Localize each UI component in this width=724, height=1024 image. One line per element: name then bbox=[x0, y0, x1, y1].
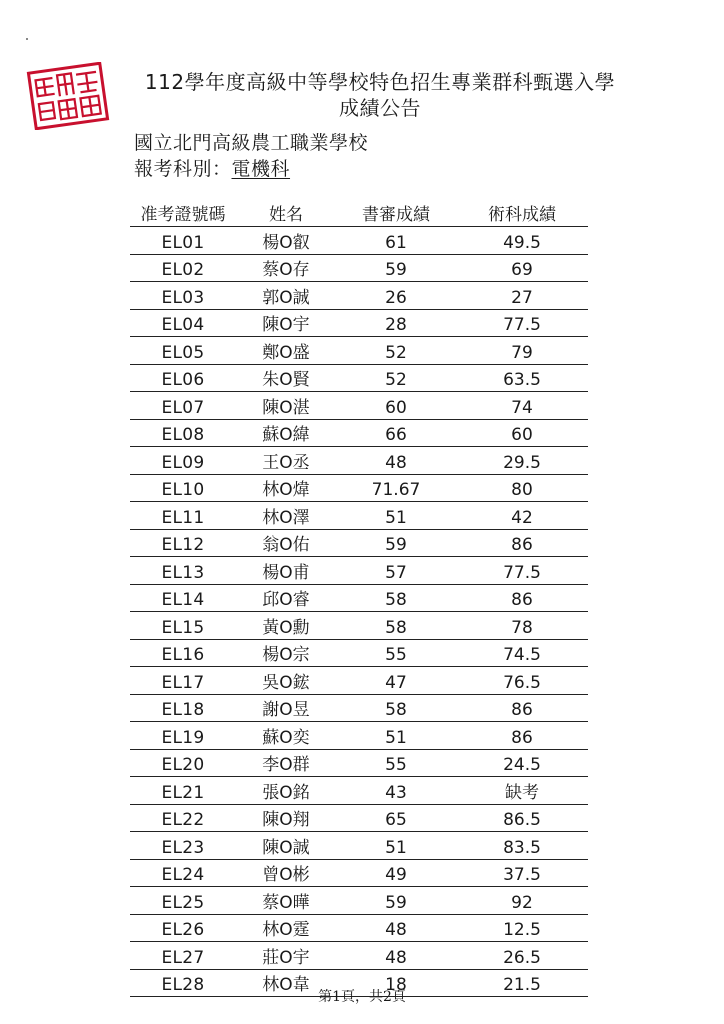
name-cell: 蔡O曄 bbox=[236, 887, 336, 915]
table-row bbox=[130, 419, 588, 447]
table-row bbox=[130, 942, 588, 970]
announcement-subtitle: 成績公告 bbox=[339, 96, 421, 120]
practical-score-cell: 76.5 bbox=[456, 667, 588, 695]
exam-number-cell: EL26 bbox=[130, 914, 236, 942]
exam-number-cell: EL23 bbox=[130, 832, 236, 860]
review-score-cell: 60 bbox=[336, 392, 456, 420]
review-score-cell: 48 bbox=[336, 942, 456, 970]
table-row bbox=[130, 254, 588, 282]
practical-score-cell: 77.5 bbox=[456, 557, 588, 585]
practical-score-cell: 37.5 bbox=[456, 859, 588, 887]
practical-score-cell: 69 bbox=[456, 254, 588, 282]
exam-number-cell: EL10 bbox=[130, 474, 236, 502]
exam-number-cell: EL25 bbox=[130, 887, 236, 915]
column-header-exam-number: 准考證號碼 bbox=[130, 200, 236, 227]
table-row bbox=[130, 777, 588, 805]
table-row bbox=[130, 887, 588, 915]
name-cell: 林O霆 bbox=[236, 914, 336, 942]
department-line bbox=[134, 154, 290, 181]
table-row bbox=[130, 914, 588, 942]
scan-speck bbox=[26, 38, 28, 40]
practical-score-cell: 60 bbox=[456, 419, 588, 447]
column-header-name: 姓名 bbox=[236, 200, 336, 227]
page-number: 第1頁，共2頁 bbox=[318, 989, 406, 1005]
name-cell: 張O銘 bbox=[236, 777, 336, 805]
review-score-cell: 55 bbox=[336, 749, 456, 777]
review-score-cell: 58 bbox=[336, 694, 456, 722]
review-score-cell: 71.67 bbox=[336, 474, 456, 502]
review-score-cell: 47 bbox=[336, 667, 456, 695]
review-score-cell: 59 bbox=[336, 887, 456, 915]
practical-score-cell: 86 bbox=[456, 529, 588, 557]
review-score-cell: 61 bbox=[336, 227, 456, 255]
review-score-cell: 28 bbox=[336, 309, 456, 337]
exam-number-cell: EL17 bbox=[130, 667, 236, 695]
review-score-cell: 52 bbox=[336, 364, 456, 392]
school-name: 國立北門高級農工職業學校 bbox=[134, 132, 369, 154]
review-score-cell: 55 bbox=[336, 639, 456, 667]
review-score-cell: 59 bbox=[336, 254, 456, 282]
review-score-cell: 26 bbox=[336, 282, 456, 310]
exam-number-cell: EL18 bbox=[130, 694, 236, 722]
name-cell: 黃O勳 bbox=[236, 612, 336, 640]
review-score-cell: 57 bbox=[336, 557, 456, 585]
exam-number-cell: EL09 bbox=[130, 447, 236, 475]
table-row bbox=[130, 859, 588, 887]
exam-number-cell: EL14 bbox=[130, 584, 236, 612]
exam-number-cell: EL13 bbox=[130, 557, 236, 585]
practical-score-cell: 24.5 bbox=[456, 749, 588, 777]
exam-number-cell: EL22 bbox=[130, 804, 236, 832]
name-cell: 林O韋 bbox=[236, 969, 336, 997]
announcement-title: 112學年度高級中等學校特色招生專業群科甄選入學 bbox=[144, 70, 616, 94]
review-score-cell: 48 bbox=[336, 914, 456, 942]
table-row bbox=[130, 667, 588, 695]
practical-score-cell: 86 bbox=[456, 722, 588, 750]
table-row bbox=[130, 694, 588, 722]
table-row bbox=[130, 639, 588, 667]
practical-score-cell: 26.5 bbox=[456, 942, 588, 970]
practical-score-cell: 29.5 bbox=[456, 447, 588, 475]
name-cell: 蔡O存 bbox=[236, 254, 336, 282]
name-cell: 朱O賢 bbox=[236, 364, 336, 392]
table-row bbox=[130, 364, 588, 392]
review-score-cell: 58 bbox=[336, 584, 456, 612]
table-row bbox=[130, 557, 588, 585]
name-cell: 曾O彬 bbox=[236, 859, 336, 887]
name-cell: 吳O鋐 bbox=[236, 667, 336, 695]
name-cell: 郭O誠 bbox=[236, 282, 336, 310]
practical-score-cell: 42 bbox=[456, 502, 588, 530]
table-row bbox=[130, 722, 588, 750]
name-cell: 林O澤 bbox=[236, 502, 336, 530]
practical-score-cell: 92 bbox=[456, 887, 588, 915]
exam-number-cell: EL11 bbox=[130, 502, 236, 530]
practical-score-cell: 12.5 bbox=[456, 914, 588, 942]
exam-number-cell: EL05 bbox=[130, 337, 236, 365]
review-score-cell: 52 bbox=[336, 337, 456, 365]
table-row bbox=[130, 474, 588, 502]
name-cell: 林O煒 bbox=[236, 474, 336, 502]
name-cell: 邱O睿 bbox=[236, 584, 336, 612]
name-cell: 鄭O盛 bbox=[236, 337, 336, 365]
review-score-cell: 49 bbox=[336, 859, 456, 887]
column-header-practical-score: 術科成績 bbox=[456, 200, 588, 227]
review-score-cell: 59 bbox=[336, 529, 456, 557]
exam-number-cell: EL02 bbox=[130, 254, 236, 282]
practical-score-cell: 86 bbox=[456, 584, 588, 612]
review-score-cell: 51 bbox=[336, 722, 456, 750]
name-cell: 陳O宇 bbox=[236, 309, 336, 337]
column-header-review-score: 書審成績 bbox=[336, 200, 456, 227]
table-row bbox=[130, 309, 588, 337]
exam-number-cell: EL08 bbox=[130, 419, 236, 447]
practical-score-cell: 79 bbox=[456, 337, 588, 365]
exam-number-cell: EL04 bbox=[130, 309, 236, 337]
exam-number-cell: EL21 bbox=[130, 777, 236, 805]
table-row bbox=[130, 282, 588, 310]
name-cell: 楊O叡 bbox=[236, 227, 336, 255]
table-row bbox=[130, 227, 588, 255]
practical-score-cell: 78 bbox=[456, 612, 588, 640]
exam-number-cell: EL06 bbox=[130, 364, 236, 392]
review-score-cell: 65 bbox=[336, 804, 456, 832]
name-cell: 謝O昱 bbox=[236, 694, 336, 722]
exam-number-cell: EL03 bbox=[130, 282, 236, 310]
name-cell: 翁O佑 bbox=[236, 529, 336, 557]
practical-score-cell: 49.5 bbox=[456, 227, 588, 255]
exam-number-cell: EL16 bbox=[130, 639, 236, 667]
table-header-row bbox=[130, 200, 588, 227]
exam-number-cell: EL27 bbox=[130, 942, 236, 970]
practical-score-cell: 86 bbox=[456, 694, 588, 722]
exam-number-cell: EL12 bbox=[130, 529, 236, 557]
practical-score-cell: 74 bbox=[456, 392, 588, 420]
exam-number-cell: EL20 bbox=[130, 749, 236, 777]
practical-score-cell: 86.5 bbox=[456, 804, 588, 832]
review-score-cell: 58 bbox=[336, 612, 456, 640]
table-row bbox=[130, 392, 588, 420]
table-row bbox=[130, 502, 588, 530]
review-score-cell: 48 bbox=[336, 447, 456, 475]
table-row bbox=[130, 529, 588, 557]
table-row bbox=[130, 749, 588, 777]
practical-score-cell: 63.5 bbox=[456, 364, 588, 392]
exam-number-cell: EL01 bbox=[130, 227, 236, 255]
practical-score-cell: 缺考 bbox=[456, 777, 588, 805]
name-cell: 蘇O緯 bbox=[236, 419, 336, 447]
exam-number-cell: EL15 bbox=[130, 612, 236, 640]
name-cell: 李O群 bbox=[236, 749, 336, 777]
exam-number-cell: EL07 bbox=[130, 392, 236, 420]
exam-number-cell: EL24 bbox=[130, 859, 236, 887]
department-value: 電機科 bbox=[231, 158, 291, 180]
table-row bbox=[130, 584, 588, 612]
practical-score-cell: 21.5 bbox=[456, 969, 588, 997]
table-row bbox=[130, 804, 588, 832]
practical-score-cell: 74.5 bbox=[456, 639, 588, 667]
review-score-cell: 18 bbox=[336, 969, 456, 997]
name-cell: 蘇O奕 bbox=[236, 722, 336, 750]
exam-number-cell: EL19 bbox=[130, 722, 236, 750]
name-cell: 陳O湛 bbox=[236, 392, 336, 420]
table-row bbox=[130, 612, 588, 640]
score-table bbox=[130, 200, 588, 997]
review-score-cell: 51 bbox=[336, 502, 456, 530]
name-cell: 楊O宗 bbox=[236, 639, 336, 667]
name-cell: 楊O甫 bbox=[236, 557, 336, 585]
practical-score-cell: 77.5 bbox=[456, 309, 588, 337]
practical-score-cell: 83.5 bbox=[456, 832, 588, 860]
exam-number-cell: EL28 bbox=[130, 969, 236, 997]
name-cell: 莊O宇 bbox=[236, 942, 336, 970]
review-score-cell: 43 bbox=[336, 777, 456, 805]
practical-score-cell: 80 bbox=[456, 474, 588, 502]
review-score-cell: 66 bbox=[336, 419, 456, 447]
name-cell: 陳O翔 bbox=[236, 804, 336, 832]
table-row bbox=[130, 447, 588, 475]
department-label: 報考科別： bbox=[134, 158, 232, 180]
table-row bbox=[130, 337, 588, 365]
name-cell: 王O丞 bbox=[236, 447, 336, 475]
practical-score-cell: 27 bbox=[456, 282, 588, 310]
review-score-cell: 51 bbox=[336, 832, 456, 860]
official-seal-stamp bbox=[22, 62, 114, 130]
table-row bbox=[130, 832, 588, 860]
name-cell: 陳O誠 bbox=[236, 832, 336, 860]
